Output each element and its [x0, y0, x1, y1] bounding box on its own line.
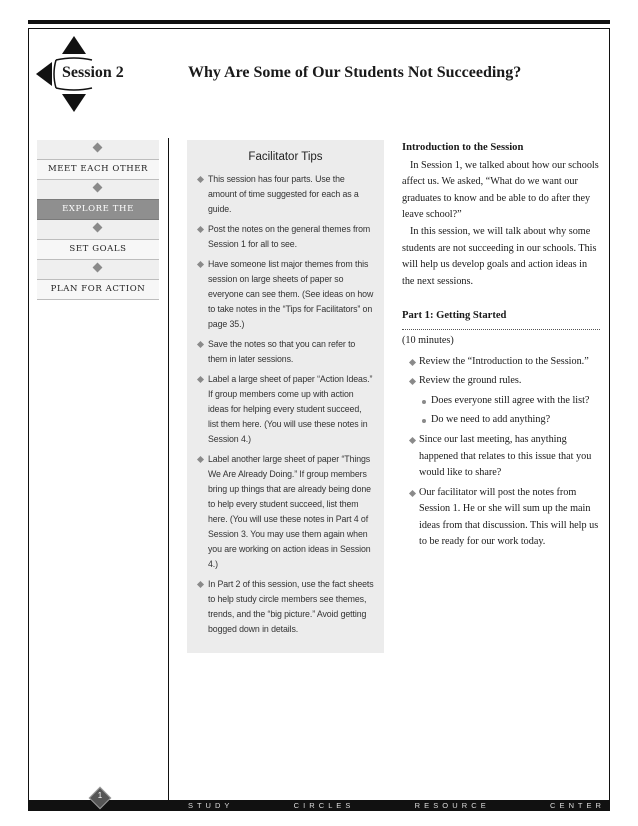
tip-text: Post the notes on the general themes from Session 1 for all to see. [208, 224, 371, 249]
part1-item-text: Review the ground rules. [419, 375, 522, 387]
frame-left-rule [28, 28, 29, 800]
intro-paragraph-1: In Session 1, we talked about how our schools affect us. We asked, “What do we want our graduates to know and be able to do after they leave school?” [402, 159, 599, 221]
top-rule [28, 20, 610, 24]
tip-text: Label a large sheet of paper “Action Ideas.” If group members come up with action ideas for helping every student succeed, list them here. (You will use these notes in Session 4.) [208, 374, 373, 444]
part1-list [402, 354, 600, 552]
dot-bullet-icon [422, 400, 426, 404]
footer-organization [188, 799, 602, 812]
tip-text: Have someone list major themes from this session on large sheets of paper so everyone can see them. (See ideas on how to take notes in the “Tips for Facilitators” on page 35.) [208, 259, 374, 329]
nav-item-explore-the-problem[interactable]: EXPLORE THE [37, 199, 159, 220]
dot-bullet-icon [422, 419, 426, 423]
part1-item-text: Review the “Introduction to the Session.” [419, 355, 589, 367]
tip-item [197, 172, 374, 217]
tips-title: Facilitator Tips [248, 151, 323, 163]
intro-heading: Introduction to the Session [402, 142, 524, 153]
part1-subitem-text: Do we need to add anything? [431, 414, 551, 426]
nav-divider [37, 140, 159, 159]
diamond-bullet-icon [197, 456, 204, 463]
tip-text: This session has four parts. Use the amount of time suggested for each as a guide. [208, 174, 359, 214]
dotted-rule [402, 325, 600, 330]
part1-time: (10 minutes) [402, 334, 454, 346]
diamond-bullet-icon [409, 358, 416, 365]
diamond-icon [93, 223, 103, 233]
footer-word: C E N T E R [549, 801, 602, 810]
nav-item-plan-for-action[interactable]: PLAN FOR ACTION [37, 279, 159, 300]
diamond-bullet-icon [409, 378, 416, 385]
footer-word: C I R C L E S [293, 801, 352, 810]
tip-item [197, 337, 374, 367]
part1-subitem-text: Does everyone still agree with the list? [431, 394, 590, 406]
part1-heading: Part 1: Getting Started [402, 310, 507, 322]
tip-item [197, 372, 374, 447]
diamond-icon [93, 143, 103, 153]
diamond-bullet-icon [197, 581, 204, 588]
part1-item-text: Since our last meeting, has anything happened that relates to this issue that you would like to share? [419, 433, 592, 479]
diamond-icon [93, 263, 103, 273]
tip-text: Save the notes so that you can refer to them in later sessions. [208, 339, 356, 364]
diamond-bullet-icon [197, 341, 204, 348]
column-divider [168, 138, 169, 800]
diamond-bullet-icon [409, 490, 416, 497]
frame-top-rule [28, 28, 610, 29]
page-title: Why Are Some of Our Students Not Succeeding? [188, 64, 522, 81]
tip-text: Label another large sheet of paper “Things We Are Already Doing.” If group members bring up things that are already being done to help every student succeed, list them here. (You will use these notes in Part 4 of Session 3. You may use them again when you are working on action ideas in Session 4.) [208, 454, 371, 569]
diamond-bullet-icon [197, 226, 204, 233]
nav-item-set-goals[interactable]: SET GOALS [37, 239, 159, 260]
tip-item [197, 577, 374, 637]
footer-word: S T U D Y [188, 801, 231, 810]
nav-divider [37, 180, 159, 199]
diamond-icon [93, 183, 103, 193]
part1-subitem [402, 412, 600, 429]
nav-divider [37, 260, 159, 279]
part1-subitem [402, 393, 600, 410]
part1-item [402, 485, 600, 551]
tip-item [197, 257, 374, 332]
diamond-bullet-icon [197, 261, 204, 268]
tip-item [197, 452, 374, 572]
diamond-bullet-icon [409, 437, 416, 444]
session-label: Session 2 [62, 64, 124, 81]
part1-item [402, 373, 600, 390]
part1-item [402, 432, 600, 482]
tip-item [197, 222, 374, 252]
footer-word: R E S O U R C E [414, 801, 487, 810]
nav-item-meet-each-other[interactable]: MEET EACH OTHER [37, 159, 159, 180]
page-number: 1 [97, 791, 103, 800]
facilitator-tips-box [187, 140, 384, 653]
diamond-bullet-icon [197, 376, 204, 383]
part1-item-text: Our facilitator will post the notes from Session 1. He or she will sum up the main ideas from that discussion. This will help us to be ready for our work today. [419, 486, 599, 548]
part1-item [402, 354, 600, 371]
session-content [402, 140, 600, 554]
nav-divider [37, 220, 159, 239]
frame-right-rule [609, 28, 610, 800]
diamond-bullet-icon [197, 176, 204, 183]
tip-text: In Part 2 of this session, use the fact sheets to help study circle members see themes, trends, and the “big picture.” Avoid getting bogged down in details. [208, 579, 374, 634]
intro-paragraph-2: In this session, we will talk about why some students are not succeeding in our schools. This will help us develop goals and action ideas in the next sessions. [402, 225, 597, 287]
tips-list [197, 172, 374, 637]
session-navigation [37, 140, 159, 300]
